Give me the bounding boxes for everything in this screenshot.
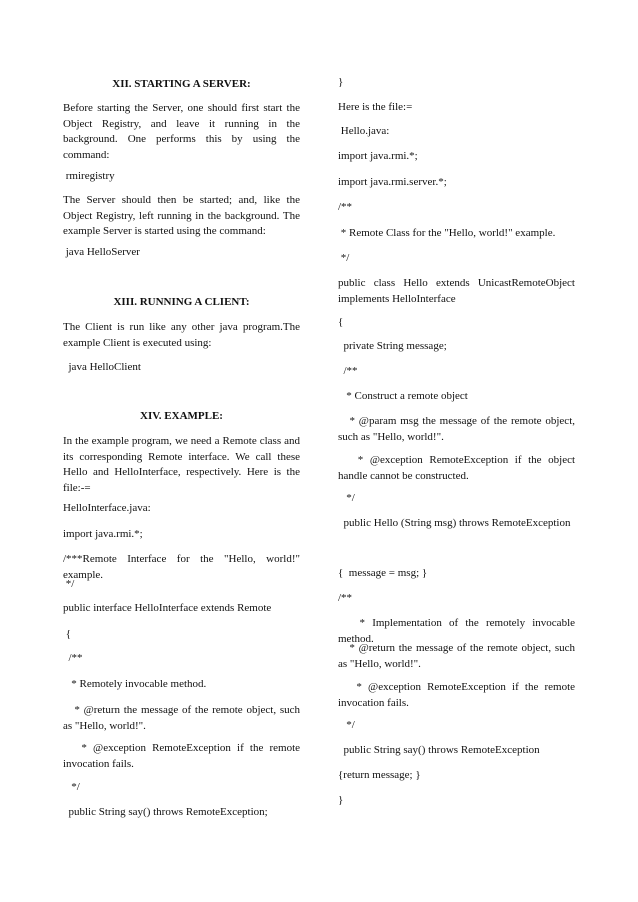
code-line: * Implementation of the remotely invocable method. xyxy=(338,617,578,645)
code-line: { message = msg; } xyxy=(338,567,428,579)
code-line: /** xyxy=(338,201,353,213)
code-line: * @exception RemoteException if the remote invocation fails. xyxy=(63,742,303,770)
code-line: import java.rmi.*; xyxy=(338,150,418,162)
code-line: private String message; xyxy=(338,340,447,352)
code-line: } xyxy=(338,76,344,88)
code-line: */ xyxy=(338,492,355,504)
code-line: * @param msg the message of the remote object, such as "Hello, world!". xyxy=(338,415,578,443)
section-heading-running-client: XIII. RUNNING A CLIENT: xyxy=(113,296,250,308)
code-line: public interface HelloInterface extends Remote xyxy=(63,602,272,614)
code-line: /** xyxy=(338,592,353,604)
code-line: HelloInterface.java: xyxy=(63,502,151,514)
code-line: } xyxy=(338,794,344,806)
code-line: */ xyxy=(338,719,355,731)
code-line: /***Remote Interface for the "Hello, world!" example. xyxy=(63,553,303,581)
command-java-helloclient: java HelloClient xyxy=(63,361,141,373)
section-heading-example: XIV. EXAMPLE: xyxy=(140,410,223,422)
code-line: */ xyxy=(338,252,350,264)
paragraph-example-intro: In the example program, we need a Remote class and its corresponding Remote interface. We call these Hello and HelloInterface, respectively. Here is the file:-= xyxy=(63,435,303,494)
code-line: public String say() throws RemoteException xyxy=(338,744,540,756)
file-name-hello-java: Hello.java: xyxy=(338,125,390,137)
code-line: { xyxy=(63,628,72,640)
command-java-helloserver: java HelloServer xyxy=(63,246,140,258)
code-line: /** xyxy=(63,652,83,664)
code-line: {return message; } xyxy=(338,769,421,781)
command-rmiregistry: rmiregistry xyxy=(63,170,115,182)
code-line: { xyxy=(338,316,344,328)
code-line: public String say() throws RemoteException; xyxy=(63,806,268,818)
paragraph-client-run: The Client is run like any other java program.The example Client is executed using: xyxy=(63,321,303,349)
code-line: import java.rmi.server.*; xyxy=(338,176,447,188)
code-line: * Remote Class for the "Hello, world!" example. xyxy=(338,227,556,239)
section-heading-starting-server: XII. STARTING A SERVER: xyxy=(112,78,251,90)
code-line: /** xyxy=(338,365,358,377)
code-line: * @exception RemoteException if the remote invocation fails. xyxy=(338,681,578,709)
code-line: * @exception RemoteException if the object handle cannot be constructed. xyxy=(338,454,578,482)
code-line: * Construct a remote object xyxy=(338,390,468,402)
code-line: * @return the message of the remote object, such as "Hello, world!". xyxy=(63,704,303,732)
code-line: public class Hello extends UnicastRemoteObject implements HelloInterface xyxy=(338,277,578,305)
code-line: public Hello (String msg) throws RemoteException xyxy=(338,517,571,529)
code-line: */ xyxy=(63,781,80,793)
paragraph-here-is-file: Here is the file:= xyxy=(338,101,413,113)
code-line: import java.rmi.*; xyxy=(63,528,143,540)
paragraph-object-registry: Before starting the Server, one should first start the Object Registry, and leave it running in the background. One performs this by using the command: xyxy=(63,102,303,161)
paragraph-server-started: The Server should then be started; and, like the Object Registry, left running in the background. The example Server is started using the command: xyxy=(63,194,303,238)
code-line: */ xyxy=(63,578,75,590)
code-line: * @return the message of the remote object, such as "Hello, world!". xyxy=(338,642,578,670)
code-line: * Remotely invocable method. xyxy=(63,678,207,690)
